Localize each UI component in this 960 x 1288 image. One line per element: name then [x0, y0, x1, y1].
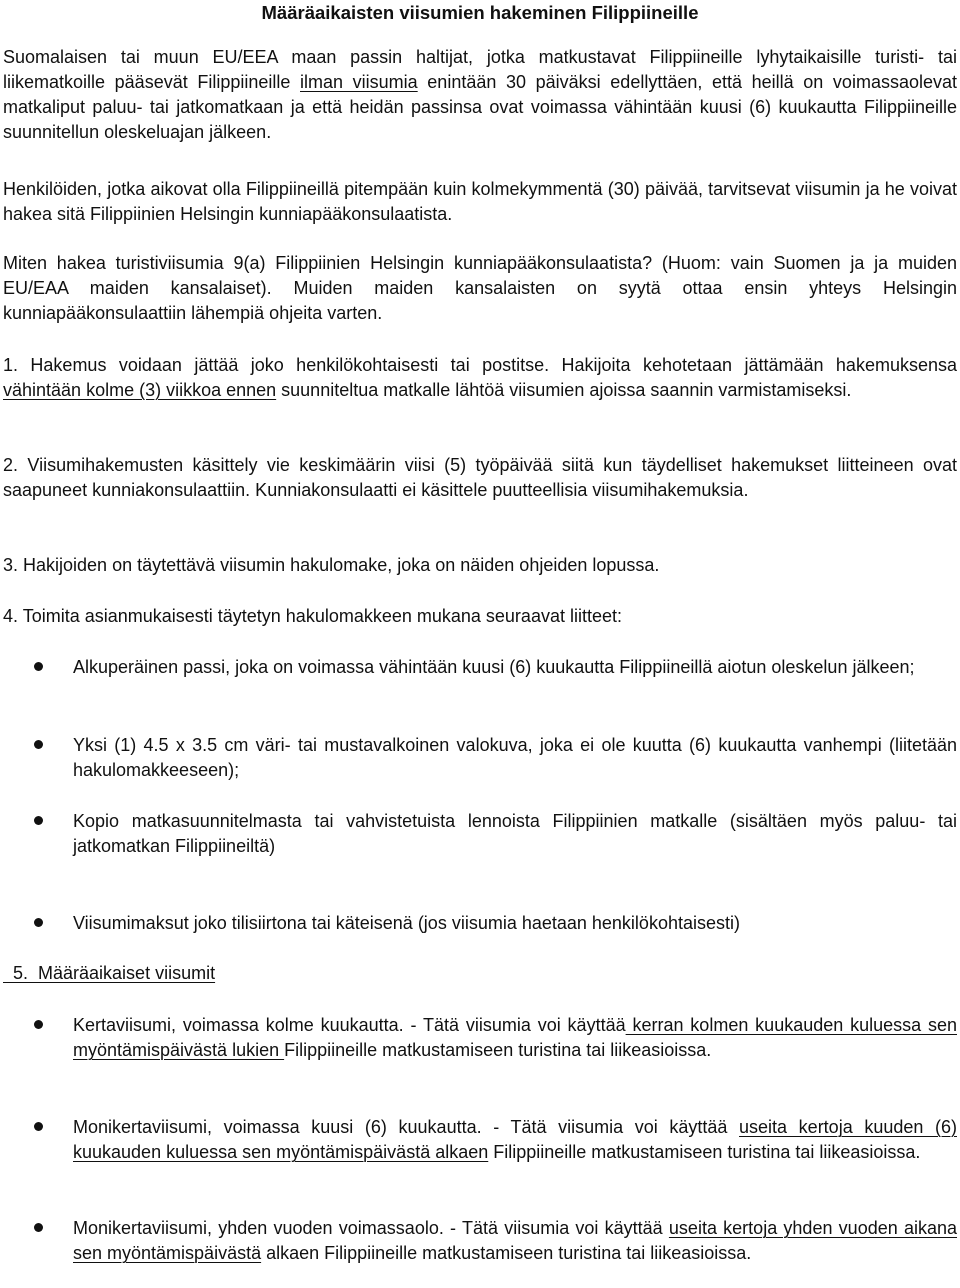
attachment-passport: Alkuperäinen passi, joka on voimassa vähintään kuusi (6) kuukautta Filippiineillä aiotun oleskelun jälkeen;	[73, 657, 915, 677]
step-2-processing: 2. Viisumihakemusten käsittely vie keskimäärin viisi (5) työpäivää siitä kun täydelliset hakemukset liitteineen ovat saapuneet kunniakonsulaattiin. Kunniakonsulaatti ei käsittele puutteellisia viisumihakemuksia.	[3, 455, 957, 500]
visa-1y-text-end: alkaen Filippiineille matkustamiseen turistina tai liikeasioissa.	[261, 1243, 752, 1263]
bullet-icon	[34, 816, 43, 825]
step-1-submission	[3, 353, 957, 403]
intro-text-start: Suomalaisen tai muun EU/EEA maan passin haltijat, jotka matkustavat Filippiineille lyhytaikaisille turisti- tai liikematkoille pääsevät Filippiineille	[3, 47, 957, 92]
step-3-form: 3. Hakijoiden on täytettävä viisumin hakulomake, joka on näiden ohjeiden lopussa.	[3, 555, 660, 575]
visa-type-multiple-1-year	[73, 1216, 957, 1266]
visa-6m-text-end: Filippiineille matkustamiseen turistina tai liikeasioissa.	[488, 1142, 921, 1162]
bullet-icon	[34, 1122, 43, 1131]
page-title: Määräaikaisten viisumien hakeminen Filippiineille	[261, 2, 699, 23]
visa-6m-validity-emphasis: useita kertoja kuuden (6) kuukauden kuluessa sen myöntämispäivästä alkaen	[73, 1117, 957, 1162]
visa-single-text-end: Filippiineille matkustamiseen turistina tai liikeasioissa.	[284, 1040, 712, 1060]
visa-6m-text-start: Monikertaviisumi, voimassa kuusi (6) kuukautta. - Tätä viisumia voi käyttää	[73, 1117, 740, 1137]
bullet-icon	[34, 740, 43, 749]
attachment-fees: Viisumimaksut joko tilisiirtona tai käteisenä (jos viisumia haetaan henkilökohtaisesti)	[73, 913, 740, 933]
visa-type-multiple-6-months	[73, 1115, 957, 1165]
intro-paragraph-long-stay: Henkilöiden, jotka aikovat olla Filippiineillä pitempään kuin kolmekymmentä (30) päivää, tarvitsevat viisumin ja he voivat hakea sitä Filippiinien Helsingin kunniapääkonsulaatista.	[3, 179, 957, 224]
visa-free-emphasis: ilman viisumia	[300, 72, 418, 92]
bullet-icon	[34, 1020, 43, 1029]
attachment-photo: Yksi (1) 4.5 x 3.5 cm väri- tai mustavalkoinen valokuva, joka ei ole kuutta (6) kuukautta vanhempi (liitetään hakulomakkeeseen);	[73, 735, 957, 780]
visa-single-validity-emphasis: kerran kolmen kuukauden kuluessa sen myöntämispäivästä lukien	[73, 1015, 957, 1060]
intro-paragraph-how-to-apply: Miten hakea turistiviisumia 9(a) Filippiinien Helsingin kunniapääkonsulaatista? (Huom: vain Suomen ja ja muiden EU/EAA maiden kansalaiset). Muiden maiden kansalaisten on syytä ottaa ensin yhteys Helsingin kunniapääkonsulaattiin lähempiä ohjeita varten.	[3, 253, 957, 323]
intro-text-end: enintään 30 päiväksi edellyttäen, että heillä on voimassaolevat matkaliput paluu- tai jatkomatkaan ja että heidän passinsa ovat voimassa vähintään kuusi (6) kuukautta Filippiineille suunnitellun oleskeluajan jälkeen.	[3, 72, 957, 142]
step-1-text-end: suunniteltua matkalle lähtöä viisumien ajoissa saannin varmistamiseksi.	[276, 380, 852, 400]
step-1-text-start: 1. Hakemus voidaan jättää joko henkilökohtaisesti tai postitse. Hakijoita kehotetaan jättämään hakemuksensa	[3, 355, 957, 375]
bullet-icon	[34, 918, 43, 927]
step-1-deadline-emphasis: vähintään kolme (3) viikkoa ennen	[3, 380, 277, 400]
visa-type-single-entry	[73, 1013, 957, 1063]
bullet-icon	[34, 1223, 43, 1232]
section-5-heading-text: 5. Määräaikaiset viisumit	[3, 963, 216, 983]
attachment-itinerary: Kopio matkasuunnitelmasta tai vahvistetuista lennoista Filippiinien matkalle (sisältäen myös paluu- tai jatkomatkan Filippiineiltä)	[73, 811, 957, 856]
visa-1y-text-start: Monikertaviisumi, yhden vuoden voimassaolo. - Tätä viisumia voi käyttää	[73, 1218, 669, 1238]
visa-1y-validity-emphasis: useita kertoja yhden vuoden aikana sen myöntämispäivästä	[73, 1218, 958, 1263]
bullet-icon	[34, 662, 43, 671]
section-5-heading	[3, 961, 957, 986]
visa-single-text-start: Kertaviisumi, voimassa kolme kuukautta. - Tätä viisumia voi käyttää	[73, 1015, 626, 1035]
intro-paragraph-visa-free	[3, 45, 957, 145]
step-4-attachments: 4. Toimita asianmukaisesti täytetyn hakulomakkeen mukana seuraavat liitteet:	[3, 606, 622, 626]
